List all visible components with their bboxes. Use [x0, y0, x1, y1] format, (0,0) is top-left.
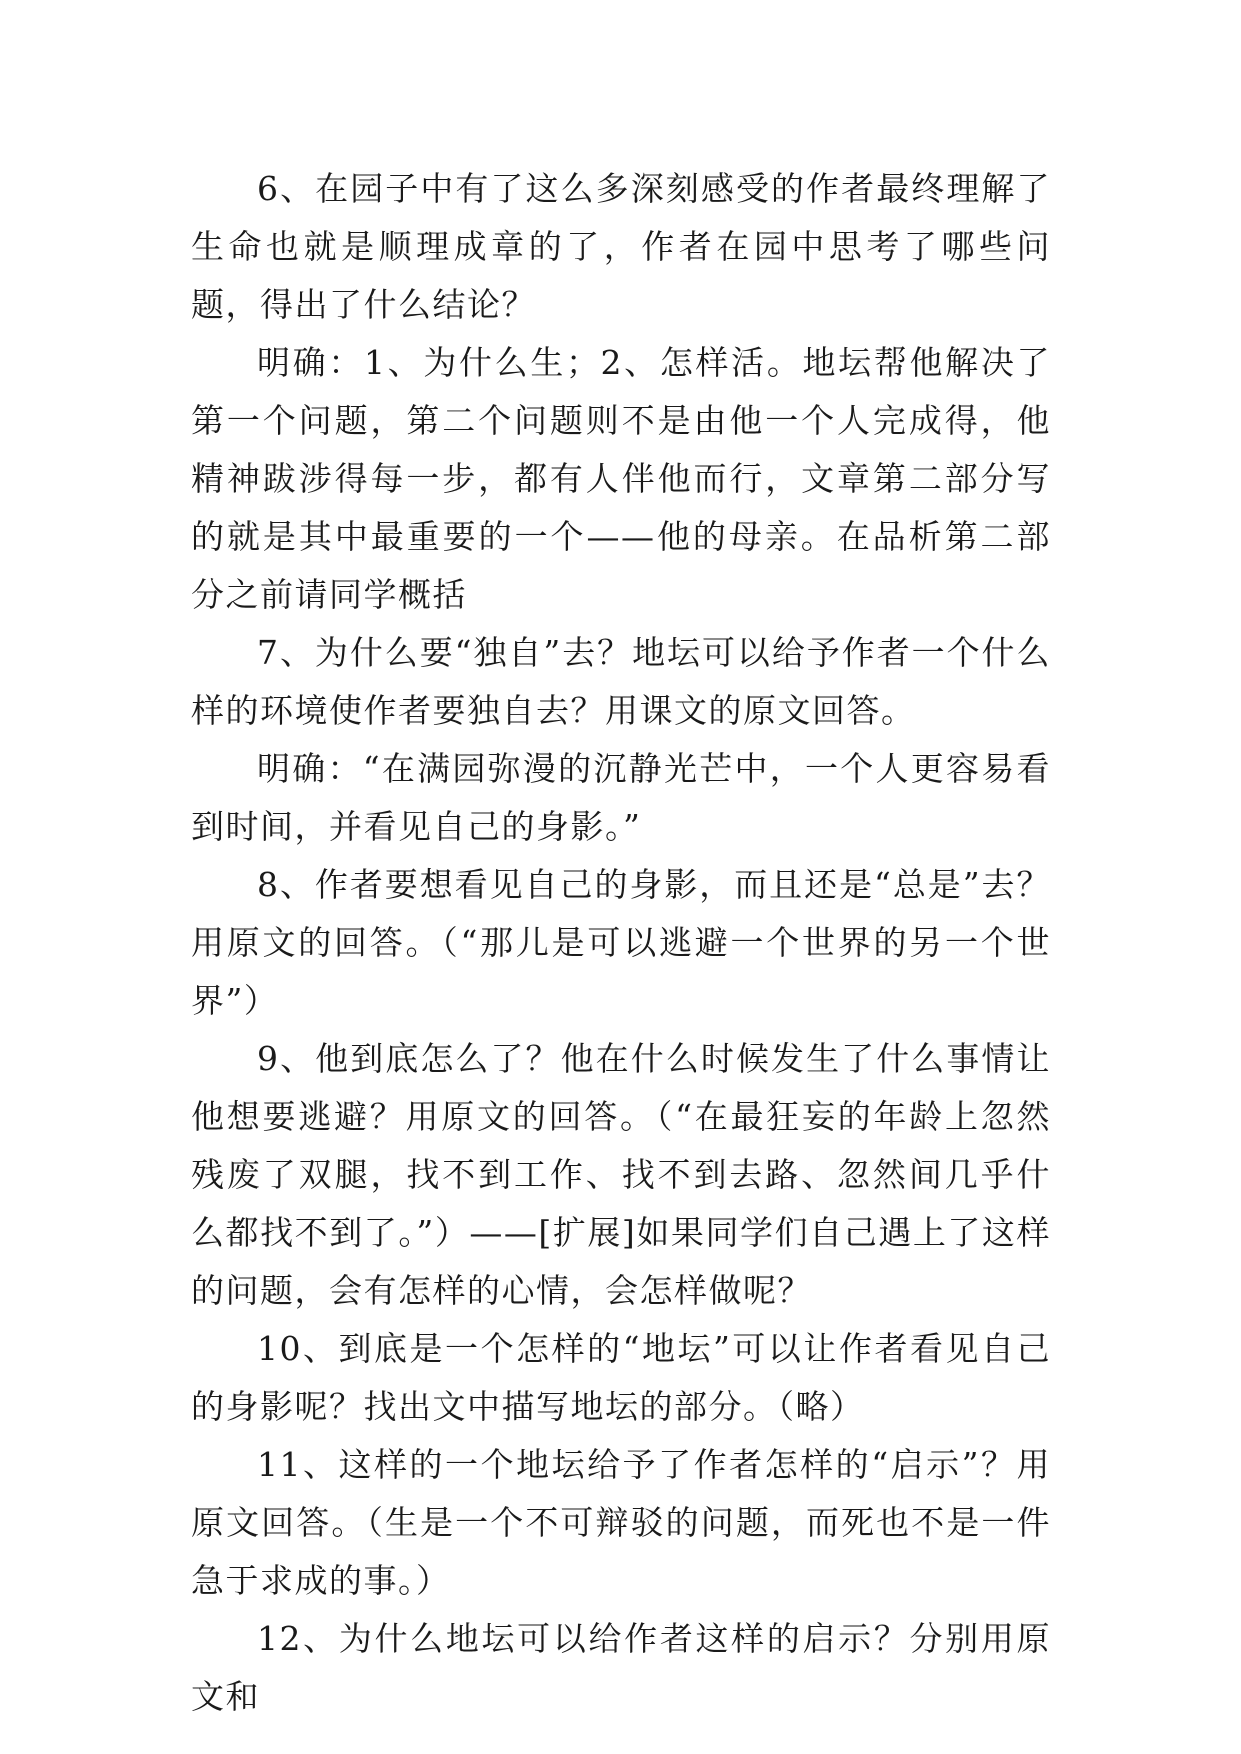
paragraph-question-10: 10、到底是一个怎样的“地坛”可以让作者看见自己的身影呢？找出文中描写地坛的部分。（略） [191, 1329, 1051, 1426]
paragraph-question-11: 11、这样的一个地坛给予了作者怎样的“启示”？用原文回答。（生是一个不可辩驳的问题，而死也不是一件急于求成的事。） [191, 1445, 1051, 1600]
document-body [191, 160, 1051, 1726]
paragraph-question-8: 8、作者要想看见自己的身影，而且还是“总是”去？用原文的回答。（“那儿是可以逃避一个世界的另一个世界”） [191, 865, 1051, 1020]
paragraph-question-7: 7、为什么要“独自”去？地坛可以给予作者一个什么样的环境使作者要独自去？用课文的原文回答。 [191, 633, 1051, 730]
paragraph-question-12: 12、为什么地坛可以给作者这样的启示？分别用原文和 [191, 1619, 1051, 1716]
paragraph-question-9: 9、他到底怎么了？他在什么时候发生了什么事情让他想要逃避？用原文的回答。（“在最狂妄的年龄上忽然残废了双腿，找不到工作、找不到去路、忽然间几乎什么都找不到了。”）——[扩展]如果同学们自己遇上了这样的问题，会有怎样的心情，会怎样做呢？ [191, 1039, 1051, 1310]
paragraph-question-6: 6、在园子中有了这么多深刻感受的作者最终理解了生命也就是顺理成章的了，作者在园中思考了哪些问题，得出了什么结论？ [191, 169, 1051, 324]
paragraph-answer-7: 明确：“在满园弥漫的沉静光芒中，一个人更容易看到时间，并看见自己的身影。” [191, 749, 1051, 846]
paragraph-answer-6: 明确：1、为什么生；2、怎样活。地坛帮他解决了第一个问题，第二个问题则不是由他一个人完成得，他精神跋涉得每一步，都有人伴他而行，文章第二部分写的就是其中最重要的一个——他的母亲。在品析第二部分之前请同学概括 [191, 343, 1051, 614]
